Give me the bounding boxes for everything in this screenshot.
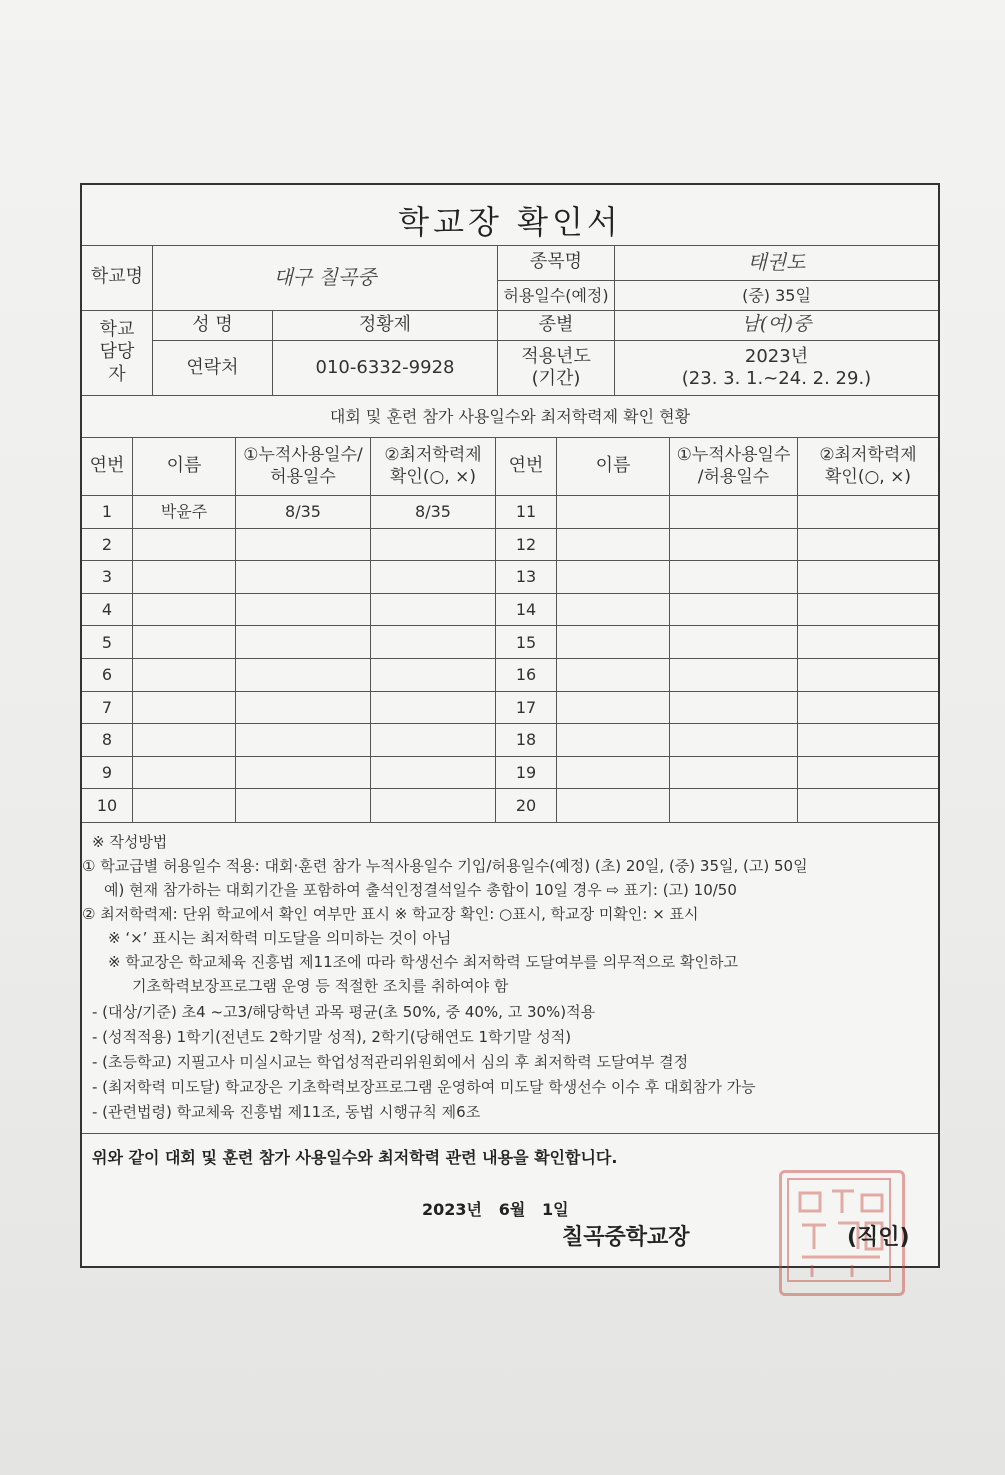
table-cell-name — [133, 757, 235, 790]
table-cell-name — [133, 692, 235, 725]
allowed-days-label: 허용일수(예정) — [503, 285, 609, 305]
rule — [669, 437, 670, 822]
gender-value: 남(여)중 — [741, 313, 812, 336]
table-cell-num-right: 12 — [515, 534, 537, 554]
manager-label: 학교 담당자 — [99, 318, 135, 385]
document-title: 학교장 확인서 — [398, 203, 622, 241]
th-days-right-1: ①누적사용일수 — [676, 445, 791, 466]
table-cell-name: 박윤주 — [160, 502, 208, 522]
detail-5: - (관련법령) 학교체육 진흥법 제11조, 동법 시행규칙 제6조 — [92, 1103, 481, 1121]
allowed-days-value: (중) 35일 — [742, 285, 811, 305]
th-min-right-2: 확인(○, ×) — [825, 466, 911, 487]
notes-heading: ※ 작성방법 — [92, 833, 168, 851]
th-name-left: 이름 — [166, 455, 202, 477]
table-cell-name — [133, 659, 235, 692]
table-cell-min — [371, 789, 495, 822]
table-cell-num: 8 — [101, 730, 113, 750]
table-cell-num-right: 14 — [515, 600, 537, 620]
rule — [82, 1133, 938, 1134]
th-min-left-1: ②최저학력제 — [384, 445, 482, 466]
th-num-right: 연번 — [508, 455, 544, 477]
rule — [797, 437, 798, 822]
contact-label: 연락처 — [186, 356, 239, 378]
table-cell-days — [236, 626, 370, 659]
year-label-cell — [498, 341, 614, 395]
table-cell-num: 6 — [101, 665, 113, 685]
table-cell-min — [371, 529, 495, 562]
year-label: 적용년도 — [521, 345, 591, 367]
person-name-value: 정황제 — [358, 313, 412, 335]
rule — [82, 822, 938, 823]
table-cell-days: 8/35 — [285, 502, 321, 522]
table-cell-name — [133, 724, 235, 757]
table-cell-days — [236, 724, 370, 757]
principal-name: 칠곡중학교장 — [562, 1225, 690, 1250]
table-cell-days — [236, 529, 370, 562]
table-cell-num-right: 19 — [515, 763, 537, 783]
year-value: 2023년 — [744, 345, 809, 367]
note-3: ※ ‘×’ 표시는 최저학력 미도달을 의미하는 것이 아님 — [108, 929, 452, 947]
note-1a: ① 학교급별 허용일수 적용: 대회·훈련 참가 누적사용일수 기입/허용일수(예정) (초) 20일, (중) 35일, (고) 50일 — [82, 857, 808, 875]
th-min-right — [798, 438, 938, 495]
table-cell-days — [236, 757, 370, 790]
sport-label: 종목명 — [529, 251, 583, 273]
table-cell-num: 7 — [101, 697, 113, 717]
table-cell-min — [371, 626, 495, 659]
table-cell-num-right: 17 — [515, 697, 537, 717]
rule — [556, 437, 557, 822]
table-cell-min — [371, 692, 495, 725]
th-num-left: 연번 — [89, 455, 125, 477]
th-min-right-1: ②최저학력제 — [819, 445, 917, 466]
table-cell-num-right: 13 — [515, 567, 537, 587]
table-cell-days — [236, 594, 370, 627]
contact-value: 010-6332-9928 — [315, 356, 455, 378]
th-days-left-1: ①누적사용일수/ — [243, 445, 363, 466]
table-cell-min: 8/35 — [415, 502, 451, 522]
table-cell-num: 1 — [101, 502, 113, 522]
table-cell-min — [371, 757, 495, 790]
note-4b: 기초학력보장프로그램 운영 등 적절한 조치를 취하여야 함 — [132, 977, 509, 995]
table-cell-min — [371, 561, 495, 594]
table-cell-name — [133, 561, 235, 594]
table-cell-num: 5 — [101, 632, 113, 652]
detail-2: - (성적적용) 1학기(전년도 2학기말 성적), 2학기(당해연도 1학기말 성적) — [92, 1028, 572, 1046]
note-1b: 예) 현재 참가하는 대회기간을 포함하여 출석인정결석일수 총합이 10일 경우 ⇨ 표기: (고) 10/50 — [104, 881, 737, 899]
table-cell-num-right: 16 — [515, 665, 537, 685]
confirmation-form — [80, 183, 940, 1268]
seal-label: (직인) — [847, 1225, 910, 1250]
table-cell-num-right: 20 — [515, 795, 537, 815]
year-value-cell — [615, 341, 938, 395]
table-cell-days — [236, 692, 370, 725]
th-days-left-2: 허용일수 — [270, 466, 336, 487]
table-cell-num: 2 — [101, 534, 113, 554]
person-name-label: 성 명 — [192, 313, 233, 335]
detail-1: - (대상/기준) 초4 ~고3/해당학년 과목 평균(초 50%, 중 40%, 고 30%)적용 — [92, 1003, 596, 1021]
table-cell-days — [236, 561, 370, 594]
detail-3: - (초등학교) 지필고사 미실시교는 학업성적관리위원회에서 심의 후 최저학력 도달여부 결정 — [92, 1053, 689, 1071]
th-name-right: 이름 — [595, 455, 631, 477]
table-cell-days — [236, 659, 370, 692]
th-min-left — [371, 438, 495, 495]
school-name-value: 대구 칠곡중 — [273, 265, 377, 289]
detail-4: - (최저학력 미도달) 학교장은 기초학력보장프로그램 운영하여 미도달 학생선수 이수 후 대회참가 가능 — [92, 1078, 756, 1096]
table-cell-days — [236, 789, 370, 822]
note-2: ② 최저학력제: 단위 학교에서 확인 여부만 표시 ※ 학교장 확인: ○표시, 학교장 미확인: × 표시 — [82, 905, 699, 923]
table-cell-num: 4 — [101, 600, 113, 620]
school-name-label: 학교명 — [90, 266, 144, 288]
th-days-right — [670, 438, 797, 495]
table-cell-num-right: 15 — [515, 632, 537, 652]
note-4a: ※ 학교장은 학교체육 진흥법 제11조에 따라 학생선수 최저학력 도달여부를 의무적으로 확인하고 — [108, 953, 738, 971]
table-cell-name — [133, 626, 235, 659]
table-cell-min — [371, 659, 495, 692]
table-cell-min — [371, 594, 495, 627]
table-cell-name — [133, 789, 235, 822]
section-title: 대회 및 훈련 참가 사용일수와 최저학력제 확인 현황 — [329, 406, 691, 426]
table-cell-name — [133, 594, 235, 627]
table-cell-num: 10 — [96, 795, 118, 815]
table-cell-min — [371, 724, 495, 757]
th-days-right-2: /허용일수 — [697, 466, 770, 487]
year-label-sub: (기간) — [531, 368, 581, 389]
table-cell-num: 3 — [101, 567, 113, 587]
year-period: (23. 3. 1.~24. 2. 29.) — [681, 368, 872, 389]
table-cell-num-right: 11 — [515, 502, 537, 522]
sport-value: 태권도 — [747, 250, 806, 274]
th-min-left-2: 확인(○, ×) — [390, 466, 476, 487]
sign-date: 2023년 6월 1일 — [422, 1200, 569, 1219]
th-days-left — [236, 438, 370, 495]
table-cell-num: 9 — [101, 763, 113, 783]
confirm-text: 위와 같이 대회 및 훈련 참가 사용일수와 최저학력 관련 내용을 확인합니다. — [92, 1148, 618, 1167]
gender-label: 종별 — [538, 313, 574, 335]
table-cell-name — [133, 529, 235, 562]
table-cell-num-right: 18 — [515, 730, 537, 750]
